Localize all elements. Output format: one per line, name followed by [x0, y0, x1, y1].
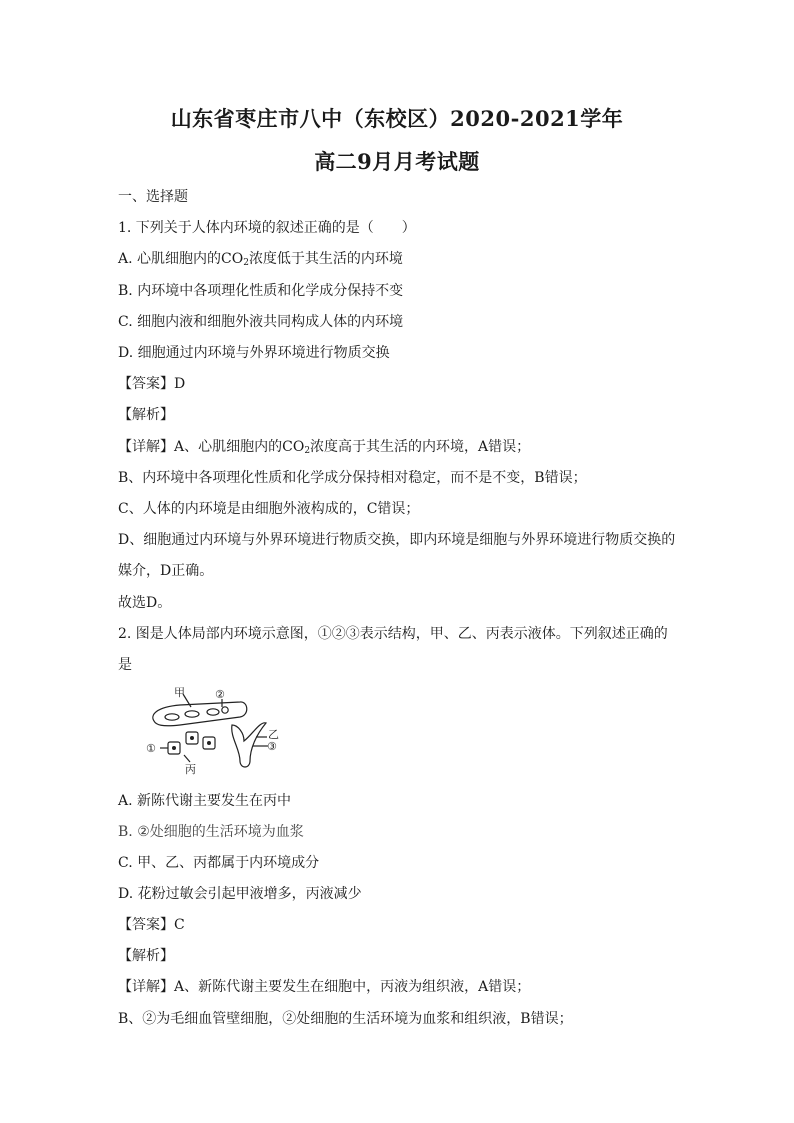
- q2-detail-a: 【详解】A、新陈代谢主要发生在细胞中，丙液为组织液，A错误；: [118, 979, 531, 995]
- section-heading: 一、选择题: [118, 189, 188, 205]
- red-blood-cell: [207, 709, 219, 715]
- q1-option-a-text-end: 浓度低于其生活的内环境: [248, 251, 403, 267]
- q2-stem-line-2: 是: [118, 657, 132, 673]
- internal-environment-diagram: [140, 685, 290, 775]
- q1-option-a-text: A. 心肌细胞内的CO: [118, 251, 244, 267]
- cell-nucleus: [207, 741, 211, 745]
- q1-detail-a-text: 【详解】A、心肌细胞内的CO: [118, 439, 305, 455]
- document-title-line-1: 山东省枣庄市八中（东校区）2020-2021学年: [170, 106, 624, 131]
- q1-option-b: B. 内环境中各项理化性质和化学成分保持不变: [118, 283, 404, 299]
- q2-detail-b: B、②为毛细血管壁细胞，②处细胞的生活环境为血浆和组织液，B错误；: [118, 1011, 573, 1027]
- q2-option-a: A. 新陈代谢主要发生在丙中: [118, 793, 292, 809]
- q2-analysis-label: 【解析】: [118, 948, 174, 964]
- red-blood-cell: [165, 714, 179, 720]
- label-two: ②: [215, 688, 225, 701]
- lymphatic-vessel-shape: [232, 723, 266, 767]
- label-jia: 甲: [174, 686, 185, 699]
- q2-option-b: B. ②处细胞的生活环境为血浆: [118, 824, 304, 840]
- q1-detail-a-subscript: 2: [304, 446, 311, 456]
- label-one: ①: [146, 742, 156, 755]
- q2-answer: 【答案】C: [118, 917, 185, 933]
- q1-detail-c: C、人体的内环境是由细胞外液构成的，C错误；: [118, 501, 420, 517]
- q1-stem: 1. 下列关于人体内环境的叙述正确的是（ ）: [118, 220, 416, 236]
- q1-detail-d: D、细胞通过内环境与外界环境进行物质交换，即内环境是细胞与外界环境进行物质交换的: [118, 532, 676, 548]
- label-bing: 丙: [185, 763, 196, 775]
- q1-option-a: [118, 250, 403, 272]
- label-yi: 乙: [268, 728, 279, 741]
- q1-option-a-subscript: 2: [243, 258, 249, 268]
- q1-detail-d-cont: 媒介，D正确。: [118, 563, 214, 579]
- cell-nucleus: [190, 736, 194, 740]
- red-blood-cell: [222, 707, 228, 713]
- leader-line: [184, 755, 190, 762]
- q1-option-c: C. 细胞内液和细胞外液共同构成人体的内环境: [118, 314, 404, 330]
- q1-option-d: D. 细胞通过内环境与外界环境进行物质交换: [118, 345, 390, 361]
- q1-detail-b: B、内环境中各项理化性质和化学成分保持相对稳定，而不是不变，B错误；: [118, 470, 587, 486]
- capillary-shape: [153, 702, 247, 726]
- q1-analysis-label: 【解析】: [118, 407, 174, 423]
- document-title-line-2: 高二9月月考试题: [314, 149, 480, 174]
- red-blood-cell: [185, 711, 199, 717]
- q2-option-c: C. 甲、乙、丙都属于内环境成分: [118, 855, 320, 871]
- q1-detail-a-text-end: 浓度高于其生活的内环境，A错误；: [310, 439, 531, 455]
- q2-stem-line-1: 2. 图是人体局部内环境示意图，①②③表示结构，甲、乙、丙表示液体。下列叙述正确的: [118, 626, 668, 642]
- q2-option-d: D. 花粉过敏会引起甲液增多，丙液减少: [118, 886, 362, 902]
- cell-nucleus: [172, 746, 176, 750]
- q1-conclusion: 故选D。: [118, 595, 172, 611]
- q1-detail-a: [118, 438, 530, 460]
- q1-answer: 【答案】D: [118, 376, 186, 392]
- label-three: ③: [267, 740, 277, 753]
